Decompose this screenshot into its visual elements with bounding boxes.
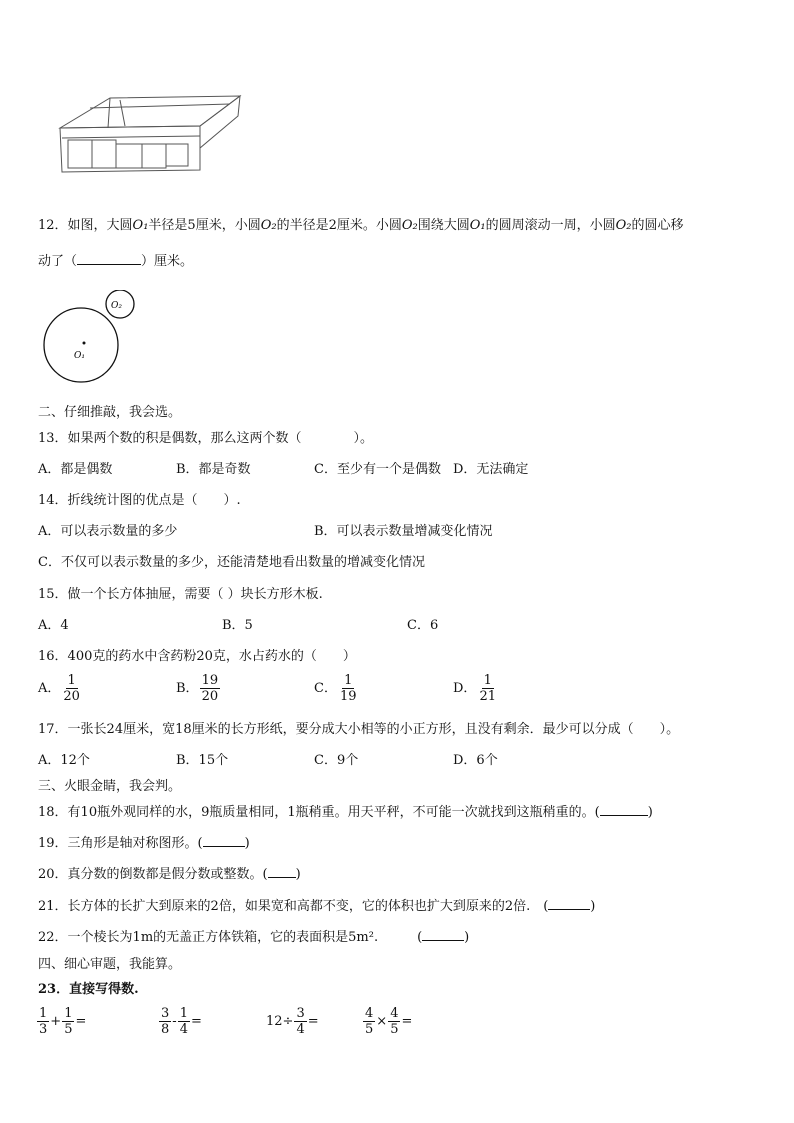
q16-option-d[interactable] [453, 673, 499, 704]
q13-stem: 13．如果两个数的积是偶数，那么这两个数（ ）。 [38, 431, 374, 446]
section-4-heading: 四、细心审题，我能算。 [38, 957, 182, 972]
q23-stem: 23．直接写得数. [38, 982, 139, 997]
q14-option-c[interactable]: C．不仅可以表示数量的多少，还能清楚地看出数量的增减变化情况 [38, 555, 425, 570]
q17-option-a[interactable]: A．12个 [38, 753, 90, 768]
q16-option-c[interactable] [314, 673, 360, 704]
q17-stem: 17．一张长24厘米，宽18厘米的长方形纸，要分成大小相等的小正方形，且没有剩余．最少可以分成（ ）。 [38, 722, 680, 737]
q23-e4-d2: 5 [390, 1022, 399, 1037]
q23-e1-op: + [50, 1014, 62, 1029]
q13-option-b[interactable]: B．都是奇数 [176, 462, 251, 477]
q12-line2 [38, 250, 193, 269]
q12-o1-label-2: O₁ [469, 218, 486, 233]
q23-e4-eq: = [401, 1014, 413, 1029]
q23-e1-frac2 [62, 1006, 74, 1037]
q22-text: 22．一个棱长为1m的无盖正方体铁箱，它的表面积是5m². ( [38, 930, 423, 945]
q19-text: 19．三角形是轴对称图形。( [38, 836, 203, 851]
q14-stem: 14．折线统计图的优点是（ ）. [38, 493, 241, 508]
q15-stem: 15．做一个长方体抽屉，需要（ ）块长方形木板. [38, 587, 323, 602]
q20-close: ) [295, 867, 301, 882]
q16-stem: 16．400克的药水中含药粉20克，水占药水的（ ） [38, 649, 356, 664]
box-sketch-figure [50, 88, 250, 178]
q12-text-f: 的圆心移 [631, 218, 684, 233]
q23-e1-frac1 [37, 1006, 49, 1037]
q16-d-label: D． [453, 681, 477, 696]
q12-text-b: 半径是5厘米，小圆 [148, 218, 261, 233]
q12-text-d: 围绕大圆 [417, 218, 470, 233]
q17-option-c[interactable]: C．9个 [314, 753, 359, 768]
q14-option-b[interactable]: B．可以表示数量增减变化情况 [314, 524, 493, 539]
fig-o2-label: O₂ [111, 301, 122, 311]
q16-b-label: B． [176, 681, 199, 696]
q17-option-b[interactable]: B．15个 [176, 753, 229, 768]
q12-o2-label-2: O₂ [401, 218, 418, 233]
q23-e4-op: × [376, 1014, 388, 1029]
q18-text: 18．有10瓶外观同样的水，9瓶质量相同，1瓶稍重。用天平秤，不可能一次就找到这瓶稍重的。( [38, 805, 600, 820]
q21-answer-blank[interactable] [548, 909, 590, 910]
q23-e4-d1: 5 [365, 1022, 374, 1037]
q23-expr-1 [36, 1006, 86, 1037]
q22 [38, 926, 469, 945]
q21-text: 21．长方体的长扩大到原来的2倍，如果宽和高都不变，它的体积也扩大到原来的2倍. ( [38, 899, 549, 914]
q16-a-label: A． [38, 681, 61, 696]
q16-option-a[interactable] [38, 673, 83, 704]
fig-o1-label: O₁ [74, 351, 85, 361]
q12-text-c: 的半径是2厘米。小圆 [276, 218, 402, 233]
q16-a-num: 1 [67, 673, 76, 688]
q23-e3-pre: 12÷ [266, 1014, 294, 1029]
q18-close: ) [647, 805, 653, 820]
q23-e4-frac1 [363, 1006, 375, 1037]
q19 [38, 832, 250, 851]
q12-answer-blank[interactable] [77, 264, 141, 265]
q23-e2-d2: 4 [179, 1022, 188, 1037]
q23-e2-n1: 3 [161, 1006, 170, 1021]
q12-text-h: ）厘米。 [141, 254, 194, 269]
section-3-heading: 三、火眼金睛，我会判。 [38, 779, 182, 794]
q23-e4-frac2 [388, 1006, 400, 1037]
q12-o2-label: O₂ [260, 218, 277, 233]
q16-a-den: 20 [63, 689, 80, 704]
q12-line1 [38, 214, 684, 233]
q13-option-a[interactable]: A．都是偶数 [38, 462, 113, 477]
q17-option-d[interactable]: D．6个 [453, 753, 498, 768]
q12-o1-label: O₁ [132, 218, 149, 233]
q16-c-label: C． [314, 681, 337, 696]
q18 [38, 801, 653, 820]
q12-text-g: 动了（ [38, 254, 78, 269]
q16-b-den: 20 [201, 689, 219, 704]
q23-expr-4 [362, 1006, 412, 1037]
q23-e3-eq: = [307, 1014, 319, 1029]
q22-close: ) [464, 930, 470, 945]
q23-e3-d: 4 [296, 1022, 305, 1037]
q23-e2-eq: = [190, 1014, 202, 1029]
q15-option-c[interactable]: C．6 [407, 618, 439, 633]
q13-option-d[interactable]: D．无法确定 [453, 462, 529, 477]
q23-e3-n: 3 [296, 1006, 305, 1021]
q21 [38, 895, 595, 914]
q16-d-den: 21 [479, 689, 496, 704]
q16-c-den: 19 [339, 689, 357, 704]
q20 [38, 863, 301, 882]
q20-text: 20．真分数的倒数都是假分数或整数。( [38, 867, 268, 882]
q23-expr-3 [266, 1006, 319, 1037]
q14-option-a[interactable]: A．可以表示数量的多少 [38, 524, 178, 539]
q16-b-fraction [200, 673, 221, 704]
section-2-heading: 二、仔细推敲，我会选。 [38, 405, 182, 420]
q12-text-e: 的圆周滚动一周，小圆 [485, 218, 616, 233]
q23-e1-d2: 5 [64, 1022, 73, 1037]
q12-o2-label-3: O₂ [615, 218, 632, 233]
q16-c-num: 1 [344, 673, 353, 688]
q23-e4-n2: 4 [390, 1006, 399, 1021]
q16-c-fraction [338, 673, 359, 704]
q16-option-b[interactable] [176, 673, 221, 704]
q23-e3-frac [294, 1006, 306, 1037]
q23-e1-n2: 1 [64, 1006, 73, 1021]
q23-e1-eq: = [75, 1014, 87, 1029]
q23-e2-frac2 [178, 1006, 190, 1037]
q23-e1-n1: 1 [39, 1006, 48, 1021]
q23-expr-2 [158, 1006, 202, 1037]
q20-answer-blank[interactable] [268, 877, 296, 878]
q23-e4-n1: 4 [365, 1006, 374, 1021]
q19-answer-blank[interactable] [203, 846, 245, 847]
q23-e2-d1: 8 [161, 1022, 170, 1037]
q16-d-fraction [477, 673, 498, 704]
q19-close: ) [244, 836, 250, 851]
q16-a-fraction [61, 673, 82, 704]
q21-close: ) [590, 899, 596, 914]
q23-e1-d1: 3 [39, 1022, 48, 1037]
q23-e2-op: - [172, 1014, 177, 1029]
q18-answer-blank[interactable] [600, 815, 648, 816]
q15-option-b[interactable]: B．5 [222, 618, 253, 633]
q16-d-num: 1 [483, 673, 492, 688]
q13-option-c[interactable]: C．至少有一个是偶数 [314, 462, 441, 477]
q15-option-a[interactable]: A．4 [38, 618, 69, 633]
circles-figure [38, 290, 148, 390]
q23-e2-frac1 [159, 1006, 171, 1037]
q22-answer-blank[interactable] [422, 940, 464, 941]
q12-text-a: 12．如图，大圆 [38, 218, 133, 233]
q16-b-num: 19 [201, 673, 219, 688]
q23-e2-n2: 1 [179, 1006, 188, 1021]
